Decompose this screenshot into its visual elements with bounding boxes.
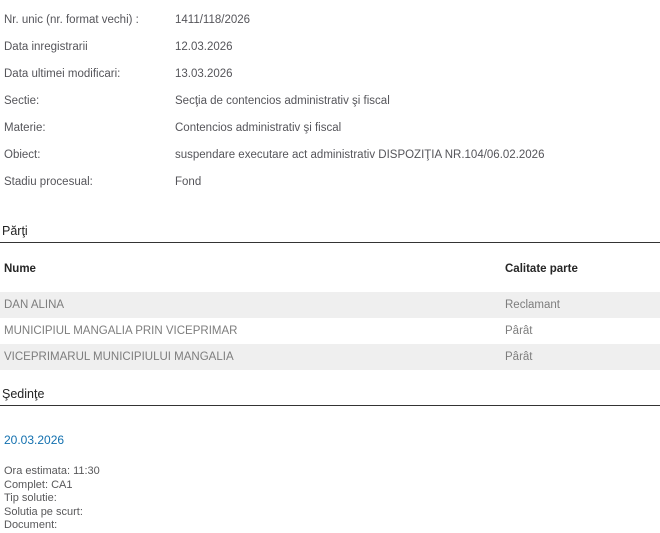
detail-label: Nr. unic (nr. format vechi) : [4, 13, 139, 26]
hearing-line-tip-solutie: Tip solutie: [4, 492, 57, 504]
detail-row-data-modificari [4, 60, 660, 87]
detail-row-stadiu [4, 168, 660, 195]
parties-table-header [4, 256, 660, 282]
party-name: DAN ALINA [4, 299, 65, 311]
parties-table [4, 256, 660, 370]
table-row [0, 292, 660, 318]
column-header-calitate: Calitate parte [505, 263, 578, 275]
hearing-date-link[interactable]: 20.03.2026 [4, 433, 65, 447]
section-title-parti: Părţi [2, 224, 28, 238]
hearing-line-complet: Complet: CA1 [4, 478, 73, 491]
detail-label: Sectie: [4, 94, 40, 107]
detail-value: Fond [175, 175, 202, 188]
party-name: MUNICIPIUL MANGALIA PRIN VICEPRIMAR [4, 325, 238, 337]
detail-row-nr-unic [4, 6, 660, 33]
section-divider [0, 242, 660, 243]
detail-row-materie [4, 114, 660, 141]
party-name: VICEPRIMARUL MUNICIPIULUI MANGALIA [4, 351, 234, 363]
detail-value: Contencios administrativ şi fiscal [175, 121, 342, 134]
detail-value: 12.03.2026 [175, 40, 233, 53]
section-title-sedinte: Şedinţe [2, 387, 45, 401]
detail-value: 13.03.2026 [175, 67, 233, 80]
detail-label: Obiect: [4, 148, 41, 161]
detail-row-obiect [4, 141, 660, 168]
detail-row-sectie [4, 87, 660, 114]
detail-row-data-inregistrarii [4, 33, 660, 60]
hearing-line-ora: Ora estimata: 11:30 [4, 465, 100, 477]
party-quality: Reclamant [505, 299, 560, 311]
detail-label: Materie: [4, 121, 46, 134]
party-quality: Pârât [505, 325, 533, 337]
column-header-nume: Nume [4, 263, 36, 275]
detail-label: Stadiu procesual: [4, 175, 93, 188]
detail-value: Secţia de contencios administrativ şi fiscal [175, 94, 390, 107]
party-quality: Pârât [505, 351, 533, 363]
detail-label: Data inregistrarii [4, 40, 88, 53]
section-sedinte [4, 387, 660, 533]
detail-label: Data ultimei modificari: [4, 67, 121, 80]
table-row [0, 344, 660, 370]
hearing-line-document: Document: [4, 519, 58, 531]
section-divider [0, 405, 660, 406]
section-parti [4, 224, 660, 370]
case-details [4, 6, 660, 195]
hearing-details [4, 465, 660, 533]
detail-value: suspendare executare act administrativ DISPOZIŢIA NR.104/06.02.2026 [175, 148, 545, 161]
hearing-line-solutia-pe-scurt: Solutia pe scurt: [4, 505, 83, 518]
detail-value: 1411/118/2026 [175, 13, 251, 26]
table-row [0, 318, 660, 344]
